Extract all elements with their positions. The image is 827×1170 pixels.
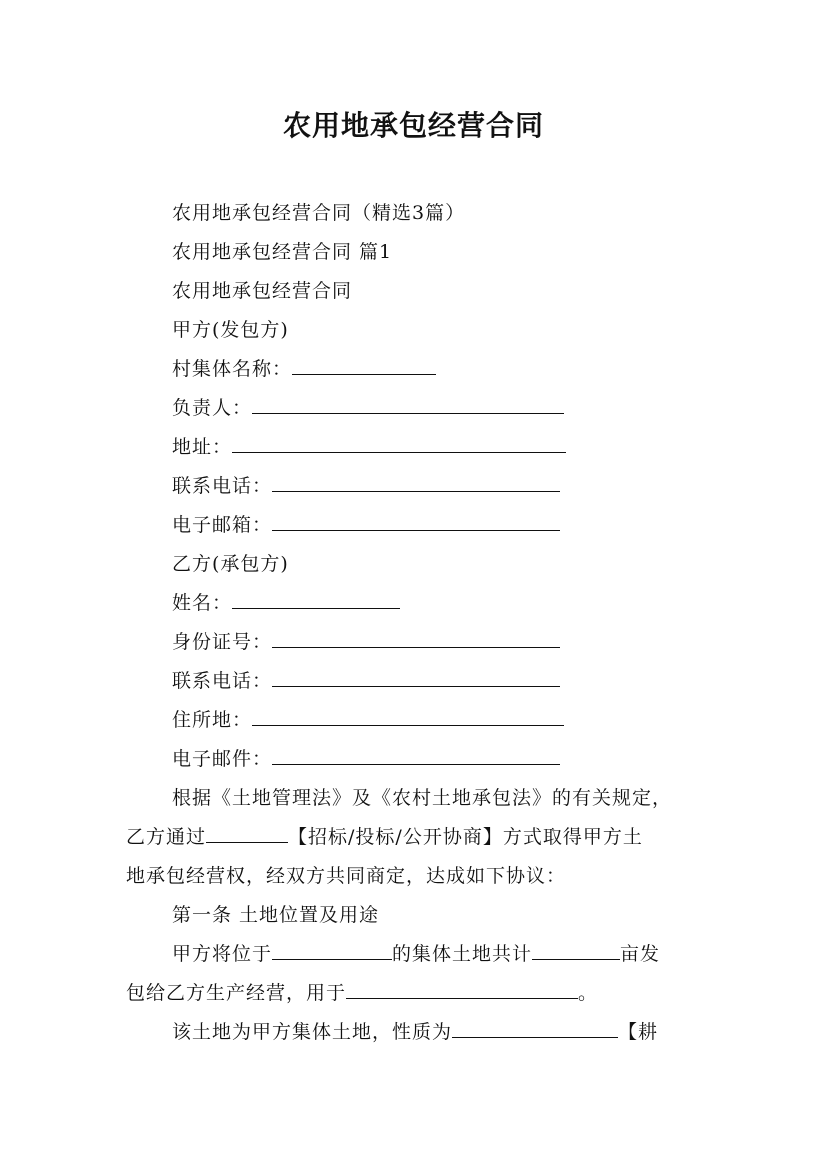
field-label: 联系电话： (172, 670, 273, 692)
section-heading: 农用地承包经营合同 篇1 (172, 241, 393, 263)
blank-line (272, 473, 560, 492)
blank-line (346, 980, 578, 999)
blank-line (532, 941, 620, 960)
party-b-heading: 乙方(承包方) (172, 553, 289, 575)
field-label: 负责人： (172, 397, 253, 419)
field-label: 村集体名称： (172, 358, 293, 380)
blank-line (272, 941, 392, 960)
field-label: 地址： (172, 436, 233, 458)
blank-line (452, 1019, 618, 1038)
party-a-heading: 甲方(发包方) (172, 319, 289, 341)
paragraph-legal-basis-line-2 (126, 822, 704, 849)
text-span: 该土地为甲方集体土地，性质为 (172, 1021, 453, 1043)
blank-line (272, 746, 560, 765)
text-span: 包给乙方生产经营，用于 (126, 982, 347, 1004)
field-name (172, 588, 400, 615)
field-address (172, 432, 566, 459)
field-label: 电子邮件： (172, 748, 273, 770)
paragraph-location-line-1 (126, 939, 704, 966)
field-label: 联系电话： (172, 475, 273, 497)
document-title: 农用地承包经营合同 (282, 109, 544, 142)
blank-line (272, 512, 560, 531)
field-id-number (172, 627, 560, 654)
text-span: 【耕 (618, 1021, 659, 1043)
blank-line (252, 707, 564, 726)
text-span: 甲方将位于 (172, 943, 273, 965)
blank-line (272, 629, 560, 648)
field-email-b (172, 744, 560, 771)
field-label: 电子邮箱： (172, 514, 273, 536)
text-span: 亩发 (620, 943, 661, 965)
field-residence (172, 705, 564, 732)
text-span: 的集体土地共计 (392, 943, 533, 965)
subtitle-selection: 农用地承包经营合同（精选3篇） (172, 202, 466, 224)
text-span: 【招标/投标/公开协商】方式取得甲方土 (288, 826, 643, 848)
field-label: 住所地： (172, 709, 253, 731)
blank-line (252, 395, 564, 414)
field-phone-a (172, 471, 560, 498)
text-span: 乙方通过 (126, 826, 207, 848)
field-email-a (172, 510, 560, 537)
field-person-in-charge (172, 393, 564, 420)
field-phone-b (172, 666, 560, 693)
article-1-heading: 第一条 土地位置及用途 (172, 904, 380, 926)
field-label: 身份证号： (172, 631, 273, 653)
text-span: 。 (578, 982, 599, 1004)
blank-line (232, 590, 400, 609)
blank-line (292, 356, 436, 375)
paragraph-location-line-2 (126, 978, 704, 1005)
blank-line (232, 434, 566, 453)
field-village-name (172, 354, 436, 381)
paragraph-legal-basis-line-1: 根据《土地管理法》及《农村土地承包法》的有关规定， (172, 787, 673, 809)
field-label: 姓名： (172, 592, 233, 614)
paragraph-legal-basis-line-3: 地承包经营权，经双方共同商定，达成如下协议： (126, 865, 567, 887)
blank-line (272, 668, 560, 687)
blank-line (206, 824, 288, 843)
paragraph-land-nature-line-1 (126, 1017, 704, 1044)
contract-name: 农用地承包经营合同 (172, 280, 353, 302)
